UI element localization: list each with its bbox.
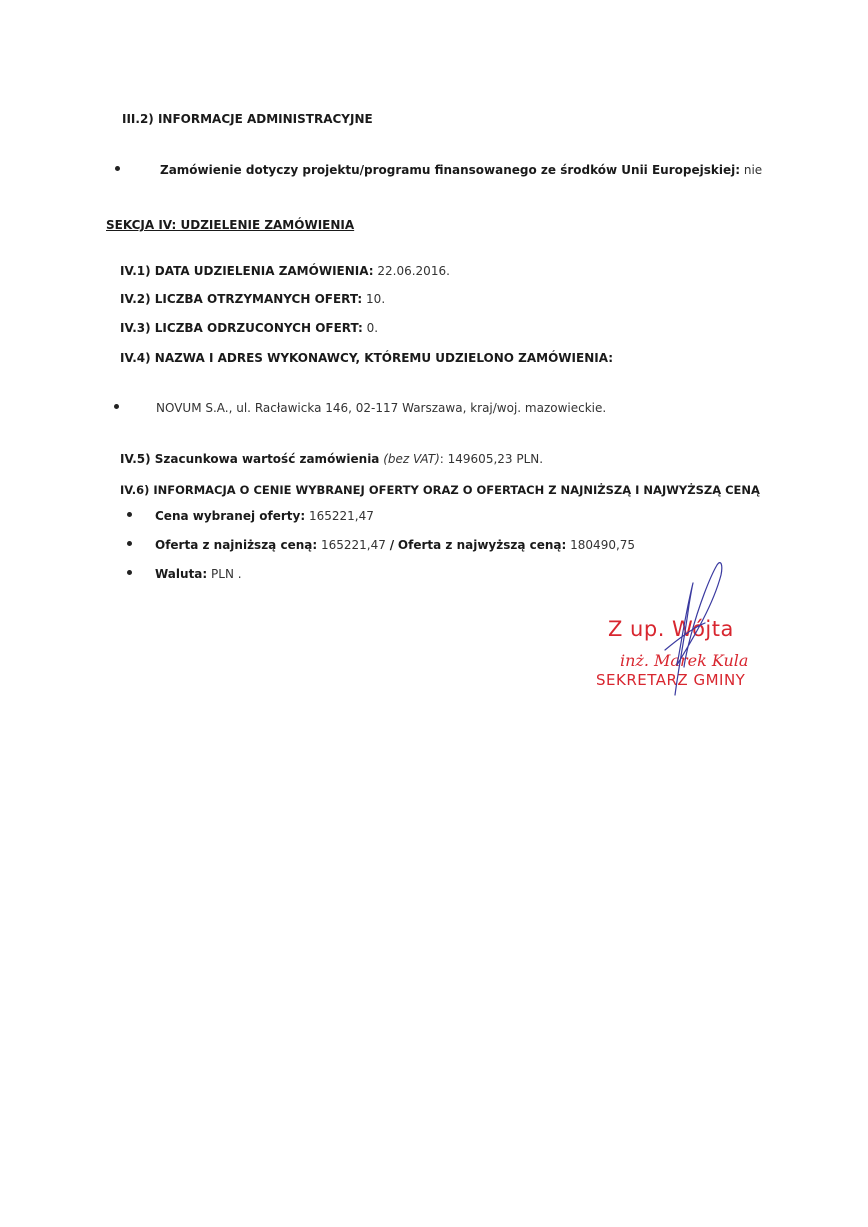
iv3-value: 0. [366,321,379,335]
iv1-row [120,264,450,278]
lowest-price-label: Oferta z najniższą ceną: [155,538,318,552]
iv5-value: : 149605,23 PLN. [439,452,544,466]
iv2-row [120,292,385,306]
iv5-note: (bez VAT) [383,452,440,466]
bullet [115,166,120,171]
eu-funding-value: nie [743,163,763,177]
stamp-name-line: inż. Marek Kula [620,651,749,670]
section-iv-title: SEKCJA IV: UDZIELENIE ZAMÓWIENIA [106,218,355,232]
highest-price-label: Oferta z najwyższą ceną: [397,538,567,552]
iv5-row [120,452,543,466]
currency-label: Waluta: [155,567,208,581]
selected-price-label: Cena wybranej oferty: [155,509,306,523]
iv2-label: IV.2) LICZBA OTRZYMANYCH OFERT: [120,292,363,306]
iv1-value: 22.06.2016. [377,264,450,278]
iv5-label: IV.5) Szacunkowa wartość zamówienia [120,452,380,466]
stamp-title-line: SEKRETARZ GMINY [596,671,746,689]
iv3-label: IV.3) LICZBA ODRZUCONYCH OFERT: [120,321,363,335]
currency-row [155,567,242,581]
bullet [127,512,132,517]
highest-price-value: 180490,75 [570,538,636,552]
currency-value: PLN . [211,567,242,581]
bullet [127,541,132,546]
eu-funding-item [160,163,762,177]
selected-price-value: 165221,47 [308,509,374,523]
iv4-label: IV.4) NAZWA I ADRES WYKONAWCY, KTÓREMU UDZIELONO ZAMÓWIENIA: [120,351,614,365]
contractor-address: NOVUM S.A., ul. Racławicka 146, 02-117 Warszawa, kraj/woj. mazowieckie. [156,401,607,415]
lowest-price-value: 165221,47 [320,538,386,552]
iv2-value: 10. [366,292,386,306]
price-range-row [155,538,635,552]
eu-funding-label: Zamówienie dotyczy projektu/programu finansowanego ze środków Unii Europejskiej: [160,163,741,177]
admin-heading: III.2) INFORMACJE ADMINISTRACYJNE [122,112,373,126]
stamp-authority-line: Z up. Wójta [608,617,734,641]
selected-price-row [155,509,374,523]
iv6-label: IV.6) INFORMACJA O CENIE WYBRANEJ OFERTY ORAZ O OFERTACH Z NAJNIŻSZĄ I NAJWYŻSZĄ CENĄ [120,483,760,497]
iv1-label: IV.1) DATA UDZIELENIA ZAMÓWIENIA: [120,264,374,278]
handwritten-signature [655,555,745,700]
iv3-row [120,321,378,335]
bullet [114,404,119,409]
price-separator: / [389,538,395,552]
bullet [127,570,132,575]
